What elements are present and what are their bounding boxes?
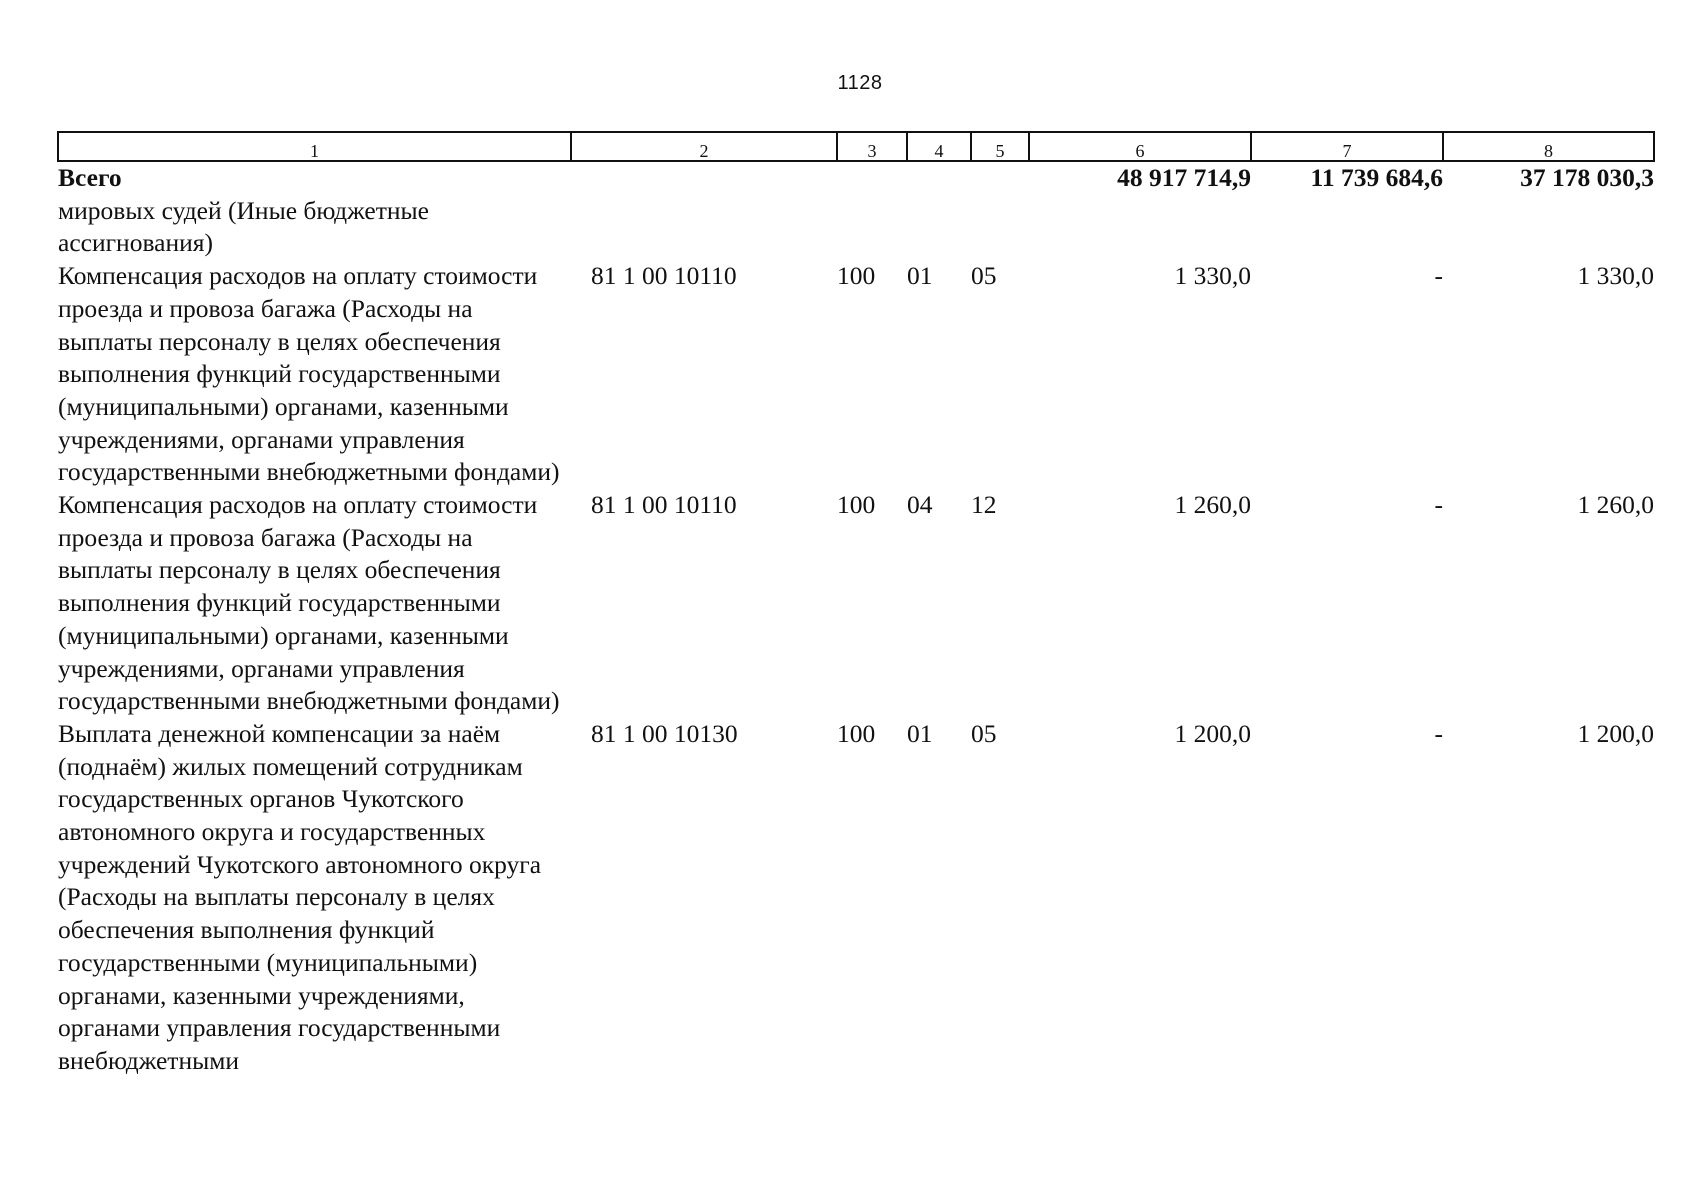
row-col7: - bbox=[1434, 490, 1443, 520]
table-header bbox=[58, 132, 1654, 161]
row-code: 81 1 00 10130 bbox=[591, 718, 738, 748]
row-name: Выплата денежной компенсации за наём (поднаём) жилых помещений сотрудникам государственных органов Чукотского автономного округа и государственных учреждений Чукотского автономного округа (Расходы на выплаты персоналу в целях обеспечения выполнения функций государственными (муниципальными) органами, казенными учреждениями, органами управления государственными внебюджетными bbox=[58, 718, 542, 1075]
row-name: Компенсация расходов на оплату стоимости проезда и провоза багажа (Расходы на выплаты персоналу в целях обеспечения выполнения функций государственными (муниципальными) органами, казенными учреждениями, органами управления государственными внебюджетными фондами) bbox=[58, 261, 560, 487]
row-col7: - bbox=[1434, 261, 1443, 291]
row-col8: 1 200,0 bbox=[1577, 718, 1654, 748]
row-col8: 1 260,0 bbox=[1577, 490, 1654, 520]
header-col-6: 6 bbox=[1029, 132, 1251, 161]
total-col8: 37 178 030,3 bbox=[1520, 163, 1654, 192]
row-c3: 100 bbox=[837, 718, 876, 748]
total-c4 bbox=[907, 161, 971, 195]
total-label: Всего bbox=[58, 163, 122, 192]
header-col-2: 2 bbox=[571, 132, 837, 161]
total-c3 bbox=[837, 161, 907, 195]
row-name: Компенсация расходов на оплату стоимости проезда и провоза багажа (Расходы на выплаты персоналу в целях обеспечения выполнения функций государственными (муниципальными) органами, казенными учреждениями, органами управления государственными внебюджетными фондами) bbox=[58, 490, 560, 716]
row-code: 81 1 00 10110 bbox=[591, 490, 737, 520]
table-row bbox=[58, 489, 1654, 718]
row-c4: 01 bbox=[907, 718, 933, 748]
total-c5 bbox=[971, 161, 1029, 195]
header-row bbox=[58, 132, 1654, 161]
row-col6: 1 260,0 bbox=[1174, 490, 1251, 520]
header-col-8: 8 bbox=[1443, 132, 1654, 161]
continuation-row bbox=[58, 195, 1654, 260]
row-c5: 05 bbox=[971, 718, 997, 748]
total-code bbox=[571, 161, 837, 195]
row-c3: 100 bbox=[837, 490, 876, 520]
header-col-1: 1 bbox=[58, 132, 571, 161]
page-number: 1128 bbox=[837, 72, 883, 94]
header-col-3: 3 bbox=[837, 132, 907, 161]
budget-table bbox=[57, 131, 1655, 1078]
header-col-4: 4 bbox=[907, 132, 971, 161]
row-col6: 1 330,0 bbox=[1174, 261, 1251, 291]
table-body bbox=[58, 161, 1654, 1078]
row-col7: - bbox=[1434, 718, 1443, 748]
row-col6: 1 200,0 bbox=[1174, 718, 1251, 748]
table-row bbox=[58, 260, 1654, 489]
row-c4: 04 bbox=[907, 490, 933, 520]
row-c4: 01 bbox=[907, 261, 933, 291]
total-row bbox=[58, 161, 1654, 195]
row-c5: 05 bbox=[971, 261, 997, 291]
row-c3: 100 bbox=[837, 261, 876, 291]
table-row bbox=[58, 718, 1654, 1078]
header-col-7: 7 bbox=[1251, 132, 1443, 161]
header-col-5: 5 bbox=[971, 132, 1029, 161]
continuation-text: мировых судей (Иные бюджетные ассигнования) bbox=[58, 195, 429, 258]
row-col8: 1 330,0 bbox=[1577, 261, 1654, 291]
row-code: 81 1 00 10110 bbox=[591, 261, 737, 291]
row-c5: 12 bbox=[971, 490, 997, 520]
total-col6: 48 917 714,9 bbox=[1117, 163, 1251, 192]
total-col7: 11 739 684,6 bbox=[1310, 163, 1443, 192]
